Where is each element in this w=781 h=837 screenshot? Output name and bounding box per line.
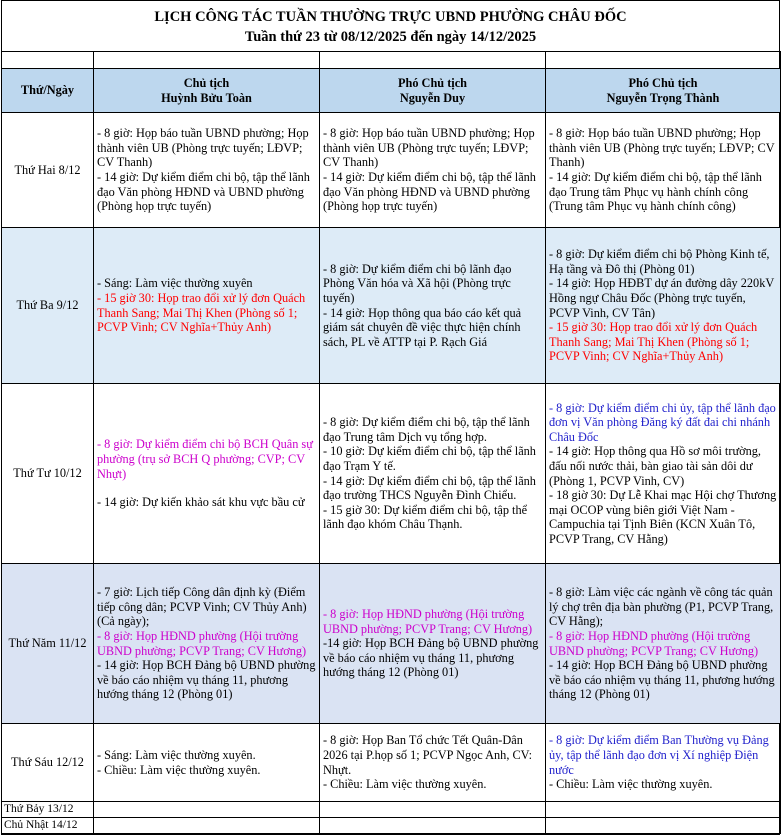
header-row [2, 69, 781, 113]
schedule-entry: - 14 giờ: Họp BCH Đảng bộ UBND phường về báo cáo nhiệm vụ tháng 11, phương hướng tháng 12 (Phòng 01) [97, 658, 316, 702]
schedule-entry: - 14 giờ: Họp thông qua báo cáo kết quả giám sát chuyên đề việc thực hiện chính sách, PL về ATTP tại P. Rạch Giá [323, 305, 522, 349]
schedule-cell [320, 228, 546, 384]
col-header-role: Chủ tịch [183, 75, 230, 90]
table-row-friday [2, 724, 781, 802]
day-cell: Thứ Ba 9/12 [2, 228, 94, 384]
schedule-entry: - 14 giờ: Dự kiểm điểm chi bộ, tập thể lãnh đạo Trung tâm Phục vụ hành chính công (Trung tâm Phục vụ hành chính công) [549, 170, 762, 214]
schedule-entry: - 8 giờ: Dự kiểm điểm Ban Thường vụ Đảng ủy, tập thể lãnh đạo đơn vị Xí nghiệp Điện nước [549, 733, 769, 777]
spacer-row [2, 52, 781, 69]
schedule-entry: - 14 giờ: Họp thông qua Hồ sơ môi trường, đấu nối nước thải, bàn giao tài sản dôi dư (Phòng 1, PCVP Vinh, CV) [549, 444, 761, 488]
schedule-entry: - Chiều: Làm việc thường xuyên. [323, 777, 487, 792]
schedule-entry: - 8 giờ: Dự kiểm điểm chi bộ, tập thể lãnh đạo Trung tâm Dịch vụ tổng hợp. [323, 415, 530, 444]
day-cell: Thứ Bảy 13/12 [2, 802, 94, 818]
schedule-entry: - 8 giờ: Họp báo tuần UBND phường; Họp thành viên UB (Phòng trực tuyến; LĐVP; CV Thanh) [323, 126, 535, 170]
schedule-entry: - 15 giờ 30: Dự kiểm điểm chi bộ, tập thể lãnh đạo khóm Châu Thạnh. [323, 502, 528, 532]
col-header-role: Phó Chủ tịch [397, 75, 467, 90]
schedule-entry: - Sáng: Làm việc thường xuyên [97, 276, 253, 291]
schedule-entry: - 15 giờ 30: Họp trao đổi xử lý đơn Quách Thanh Sang; Mai Thị Khen (Phòng số 1; PCVP Vinh; CV Nghĩa+Thủy Anh) [97, 290, 306, 335]
schedule-entry: - 8 giờ: Họp báo tuần UBND phường; Họp thành viên UB (Phòng trực tuyến; LĐVP; CV Thanh) [549, 126, 775, 170]
schedule-table [1, 51, 781, 834]
schedule-entry: - 14 giờ: Dự kiểm điểm chi bộ, tập thể lãnh đạo trường THCS Nguyễn Đình Chiểu. [323, 473, 536, 503]
schedule-entry: - 14 giờ: Dự kiến khảo sát khu vực bầu cử [97, 495, 305, 510]
col-header-role: Phó Chủ tịch [628, 75, 698, 90]
schedule-entry: - 15 giờ 30: Họp trao đổi xử lý đơn Quách Thanh Sang; Mai Thị Khen (Phòng số 1; PCVP Vinh; CV Nghĩa+Thủy Anh) [549, 320, 758, 364]
schedule-cell [320, 384, 546, 564]
schedule-cell [94, 564, 320, 724]
schedule-entry: - 14 giờ: Dự kiểm điểm chi bộ, tập thể lãnh đạo Văn phòng HĐND và UBND phường (Phòng họp trực tuyến) [97, 170, 310, 214]
schedule-entry: - 8 giờ: Họp HĐND phường (Hội trường UBND phường; PCVP Trang; CV Hương) [549, 628, 759, 658]
schedule-entry: - 14 giờ: Dự kiểm điểm chi bộ, tập thể lãnh đạo Văn phòng HĐND và UBND phường (Phòng họp trực tuyến) [323, 170, 536, 214]
schedule-entry: - 10 giờ: Dự kiểm điểm chi bộ, tập thể lãnh đạo Trạm Y tế. [323, 444, 536, 473]
schedule-entry: - 8 giờ: Họp HĐND phường (Hội trường UBND phường; PCVP Trang; CV Hương) [97, 628, 307, 658]
col-header-chairman [94, 69, 320, 113]
col-header-vice-1 [320, 69, 546, 113]
schedule-entry: - 14 giờ: Họp HĐBT dự án đường dây 220kV Hồng ngự Châu Đốc (Phòng trực tuyến, PCVP Vinh, CV Tân) [549, 276, 775, 320]
schedule-cell [546, 724, 781, 802]
schedule-cell [94, 724, 320, 802]
schedule-entry: - 8 giờ: Họp Ban Tổ chức Tết Quân-Dân 2026 tại P.họp số 1; PCVP Ngọc Anh, CV: Nhựt. [323, 733, 533, 777]
schedule-cell [94, 384, 320, 564]
table-row-thursday [2, 564, 781, 724]
table-row-tuesday [2, 228, 781, 384]
schedule-entry: - 18 giờ 30: Dự Lễ Khai mạc Hội chợ Thương mại OCOP vùng biên giới Việt Nam - Campuchia tại Tịnh Biên (KCN Xuân Tô, PCVP Trang, CV Hằng) [549, 488, 777, 546]
table-row-sunday [2, 818, 781, 834]
schedule-cell [546, 113, 781, 228]
day-cell: Thứ Tư 10/12 [2, 384, 94, 564]
table-row-saturday [2, 802, 781, 818]
schedule-cell [320, 564, 546, 724]
schedule-entry: - Chiều: Làm việc thường xuyên. [549, 777, 713, 792]
schedule-entry: -14 giờ: Họp BCH Đảng bộ UBND phường về báo cáo nhiệm vụ tháng 11, phương hướng tháng 12 (Phòng 01) [323, 636, 539, 680]
document-title: LỊCH CÔNG TÁC TUẦN THƯỜNG TRỰC UBND PHƯỜNG CHÂU ĐỐC [154, 9, 627, 25]
table-row-monday [2, 113, 781, 228]
col-header-day: Thứ/Ngày [2, 69, 94, 113]
schedule-entry: - 8 giờ: Dự kiểm điểm chi bộ lãnh đạo Phòng Văn hóa và Xã hội (Phòng trực tuyến) [323, 261, 512, 305]
schedule-cell [546, 564, 781, 724]
schedule-cell [320, 724, 546, 802]
day-cell: Thứ Hai 8/12 [2, 113, 94, 228]
schedule-cell [94, 113, 320, 228]
col-header-name: Nguyễn Duy [399, 90, 466, 105]
document-header [2, 1, 779, 51]
schedule-cell [546, 384, 781, 564]
day-cell: Thứ Sáu 12/12 [2, 724, 94, 802]
schedule-document [1, 0, 780, 835]
schedule-entry: - 7 giờ: Lịch tiếp Công dân định kỳ (Điểm tiếp công dân; PCVP Vinh; CV Thủy Anh) (Cả ngày); [97, 585, 307, 629]
schedule-entry: - Sáng: Làm việc thường xuyên. [97, 747, 256, 762]
schedule-entry: - 8 giờ: Họp HĐND phường (Hội trường UBND phường; PCVP Trang; CV Hương) [323, 607, 533, 636]
schedule-entry: - 8 giờ: Dự kiểm điểm chi bộ Phòng Kinh tế, Hạ tầng và Đô thị (Phòng 01) [549, 247, 770, 276]
day-cell: Thứ Năm 11/12 [2, 564, 94, 724]
schedule-cell [320, 113, 546, 228]
schedule-entry: - Chiều: Làm việc thường xuyên. [97, 762, 261, 777]
schedule-entry: - 8 giờ: Dự kiểm điểm chi ủy, tập thể lãnh đạo đơn vị Văn phòng Đăng ký đất đai chi nhánh Châu Đốc [549, 400, 776, 444]
col-header-vice-2 [546, 69, 781, 113]
schedule-entry: - 8 giờ: Làm việc các ngành về công tác quản lý chợ trên địa bàn phường (P1, PCVP Trang, CV Hằng); [549, 585, 774, 629]
schedule-entry: - 8 giờ: Dự kiểm điểm chi bộ BCH Quân sự phường (trụ sở BCH Q phường; CVP; CV Nhựt) [97, 437, 313, 481]
document-subtitle: Tuần thứ 23 từ 08/12/2025 đến ngày 14/12/2025 [244, 29, 537, 45]
col-header-name: Huỳnh Bửu Toàn [161, 90, 252, 105]
table-row-wednesday [2, 384, 781, 564]
col-header-name: Nguyễn Trọng Thành [606, 90, 720, 105]
day-cell: Chủ Nhật 14/12 [2, 818, 94, 834]
schedule-entry: - 8 giờ: Họp báo tuần UBND phường; Họp thành viên UB (Phòng trực tuyến; LĐVP; CV Thanh) [97, 126, 309, 170]
schedule-cell [546, 228, 781, 384]
schedule-cell [94, 228, 320, 384]
schedule-entry: - 14 giờ: Họp BCH Đảng bộ UBND phường về báo cáo nhiệm vụ tháng 11, phương hướng tháng 12 (Phòng 01) [549, 658, 775, 702]
